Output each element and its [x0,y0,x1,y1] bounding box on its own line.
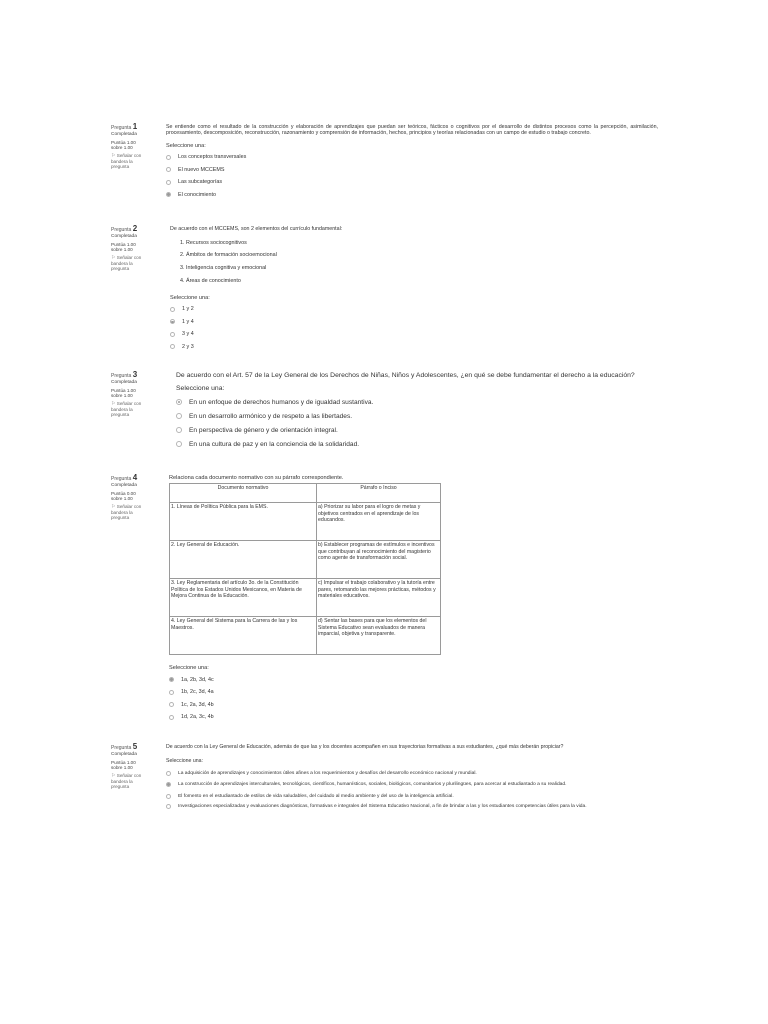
paragraph-cell: b) Establecer programas de estímulos e incentivos que contribuyan al reconocimiento del magisterio como agente de transformación social. [317,541,441,579]
answer-option[interactable]: 1d, 2a, 3c, 4b [169,711,469,724]
question-state: Completada [111,234,137,240]
answer-option[interactable]: En un enfoque de derechos humanos y de igualdad sustantiva. [176,395,656,409]
radio-button[interactable] [176,413,182,419]
radio-button[interactable] [176,427,182,433]
flag-question-link[interactable]: ⚐ Señalar con bandera la pregunta [111,152,142,170]
paragraph-cell: d) Sentar las bases para que los elementos del Sistema Educativo sean evaluados de manera imparcial, objetiva y transparente. [317,617,441,655]
question-text: De acuerdo con el Art. 57 de la Ley General de los Derechos de Niñas, Niños y Adolescentes, ¿en qué se debe fundamentar el derecho a la educación? [176,372,635,379]
question-info [111,124,163,170]
answer-option[interactable]: El nuevo MCCEMS [166,163,658,176]
answer-option[interactable]: 1 y 4 [170,316,650,329]
answer-option[interactable]: En perspectiva de género y de orientación integral. [176,423,656,437]
question-text: Relaciona cada documento normativo con su párrafo correspondiente. [169,475,344,481]
question-state: Completada [111,380,137,386]
radio-button[interactable] [166,804,171,809]
answer-option[interactable]: 2 y 3 [170,341,650,354]
question-number: Pregunta 3 [111,370,138,379]
table-row [170,541,441,579]
radio-button[interactable] [166,167,171,172]
answer-option[interactable]: En un desarrollo armónico y de respeto a las libertades. [176,409,656,423]
select-prompt: Seleccione una: [169,665,209,672]
radio-button-selected[interactable] [176,399,182,405]
table-row [170,503,441,541]
radio-button-selected[interactable] [166,192,171,197]
question-info [111,475,163,521]
flag-icon: ⚐ [111,503,116,510]
question-content [166,124,658,201]
answer-option[interactable]: La construcción de aprendizajes interculturales, tecnológicos, científicos, humanísticos, sociales, biológicos, comunitarios y plurilingües, para acercar al estudiantado a su realidad. [166,779,658,791]
answer-options [169,673,469,723]
paragraph-cell: a) Priorizar su labor para el logro de metas y objetivos centrados en el aprendizaje de los educandos. [317,503,441,541]
answer-option[interactable]: 1b, 2c, 3d, 4a [169,686,469,699]
answer-option[interactable]: Las subcategorías [166,176,658,189]
question-grade: Puntúa 1.00 sobre 1.00 [111,241,136,253]
question-content [170,226,650,353]
answer-option[interactable]: 1 y 2 [170,303,650,316]
radio-button[interactable] [166,771,171,776]
question-grade: Puntúa 1.00 sobre 1.00 [111,139,136,151]
question-state: Completada [111,132,137,138]
question-number: Pregunta 1 [111,122,138,131]
list-item: 4. Áreas de conocimiento [180,277,241,284]
answer-option[interactable]: El fomento en el estudiantado de estilos de vida saludables, del cuidado al medio ambiente y del uso de la inteligencia artificial. [166,790,658,802]
answer-option[interactable]: Los conceptos transversales [166,151,658,164]
question-text: De acuerdo con el MCCEMS, son 2 elementos del currículo fundamental: [170,226,343,232]
radio-button[interactable] [176,441,182,447]
question-state: Completada [111,752,137,758]
flag-question-link[interactable]: ⚐ Señalar con bandera la pregunta [111,400,142,418]
question-number: Pregunta 2 [111,224,138,233]
radio-button-selected[interactable] [169,677,174,682]
select-prompt: Seleccione una: [166,142,206,149]
answer-option[interactable]: La adquisición de aprendizajes y conocimientos útiles afines a los requerimientos y desafíos del desarrollo económico nacional y mundial. [166,767,658,779]
question-state: Completada [111,483,137,489]
radio-button[interactable] [170,332,175,337]
answer-option[interactable]: 1a, 2b, 3d, 4c [169,673,469,686]
answer-options [166,767,658,810]
table-row [170,579,441,617]
radio-button[interactable] [166,155,171,160]
list-item: 2. Ámbitos de formación socioemocional [180,252,277,259]
radio-button[interactable] [166,180,171,185]
table-header-row [170,484,441,503]
question-content [176,372,656,451]
answer-option[interactable]: El conocimiento [166,188,658,201]
element-list [180,236,650,287]
flag-question-link[interactable]: ⚐ Señalar con bandera la pregunta [111,503,142,521]
radio-button[interactable] [166,794,171,799]
radio-button-selected[interactable] [170,319,175,324]
question-content [169,475,469,723]
question-text: Se entiende como el resultado de la construcción y elaboración de aprendizajes que puedan ser teóricos, fácticos o cognitivos por el desarrollo de distintos procesos como la percepción, asimilación, procesamiento, descomposición, reconstrucción, razonamiento y comprensión de información, hechos, principios y teorías relacionadas con un campo de estudio o trabajo concreto. [166,124,658,137]
question-info [111,372,163,418]
question-grade: Puntúa 1.00 sobre 1.00 [111,387,136,399]
answer-option[interactable]: 1c, 2a, 3d, 4b [169,698,469,711]
answer-option[interactable]: 3 y 4 [170,328,650,341]
flag-icon: ⚐ [111,772,116,779]
answer-option[interactable]: Investigaciones especializadas y evaluaciones diagnósticas, formativas e integrales del Sistema Educativo Nacional, a fin de brindar a las y los estudiantes competencias útiles para la vida. [166,804,658,810]
radio-button-selected[interactable] [166,782,171,787]
flag-question-link[interactable]: ⚐ Señalar con bandera la pregunta [111,254,142,272]
document-cell: 1. Líneas de Política Pública para la EMS. [170,503,317,541]
select-prompt: Seleccione una: [166,758,203,765]
question-info [111,226,163,272]
document-cell: 2. Ley General de Educación. [170,541,317,579]
flag-icon: ⚐ [111,254,116,261]
radio-button[interactable] [170,307,175,312]
document-cell: 3. Ley Reglamentaria del artículo 3o. de la Constitución Política de los Estados Unidos Mexicanos, en Materia de Mejora Continua de la Educación. [170,579,317,617]
question-grade: Puntúa 0.00 sobre 1.00 [111,490,136,502]
select-prompt: Seleccione una: [170,295,210,302]
question-number: Pregunta 4 [111,473,138,482]
select-prompt: Seleccione una: [176,385,225,392]
table-row [170,617,441,655]
list-item: 3. Inteligencia cognitiva y emocional [180,265,267,272]
column-header: Documento normativo [170,484,317,503]
radio-button[interactable] [169,690,174,695]
flag-icon: ⚐ [111,400,116,407]
answer-options [166,151,658,201]
question-info [111,744,163,790]
question-grade: Puntúa 1.00 sobre 1.00 [111,759,136,771]
question-text: De acuerdo con la Ley General de Educación, además de que las y los docentes acompañen en sus trayectorias formativas a sus estudiantes, ¿qué más deberán propiciar? [166,744,564,750]
radio-button[interactable] [169,702,174,707]
paragraph-cell: c) Impulsar el trabajo colaborativo y la tutoría entre pares, retomando las mejores prácticas, métodos y materiales educativos. [317,579,441,617]
radio-button[interactable] [170,344,175,349]
document-cell: 4. Ley General del Sistema para la Carrera de las y los Maestros. [170,617,317,655]
answer-options [170,303,650,353]
list-item: 1. Recursos sociocognitivos [180,239,247,246]
flag-question-link[interactable]: ⚐ Señalar con bandera la pregunta [111,772,142,790]
question-number: Pregunta 5 [111,742,138,751]
matching-table [169,483,441,655]
answer-options [176,395,656,451]
column-header: Párrafo o Inciso [317,484,441,503]
answer-option[interactable]: En una cultura de paz y en la conciencia de la solidaridad. [176,437,656,451]
radio-button[interactable] [169,715,174,720]
question-content [166,744,658,810]
flag-icon: ⚐ [111,152,116,159]
